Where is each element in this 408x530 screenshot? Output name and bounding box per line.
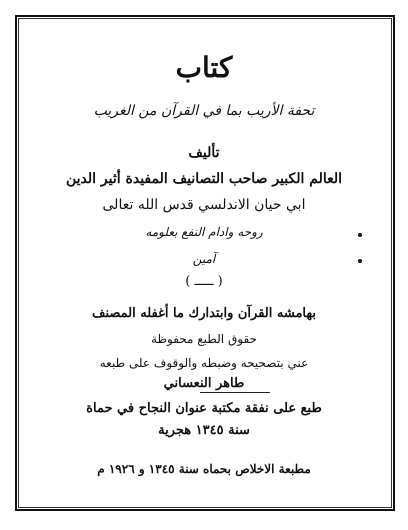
book-name: تحفة الأريب بما في القرآن من الغريب [93,103,315,119]
divider-rule [200,392,270,393]
prayer-line: روحه وادام النفع بعلومه [145,225,263,239]
book-title-word: كتاب [175,51,233,84]
amen-line: آمين [192,252,216,266]
ornament: ( ـــــ ) [185,274,223,289]
authorship-label: تأليف [188,145,220,161]
publication-year: سنة ١٣٤٥ هجرية [158,423,250,438]
margin-dot [358,233,362,237]
publisher-line: طبع على نفقة مكتبة عنوان النجاح في حماة [86,401,322,416]
margin-dot [358,259,362,263]
author-line-1: العالم الكبير صاحب التصانيف المفيدة أثير الدين [65,171,343,187]
margin-note-line: بهامشه القرآن وابتدارك ما أغفله المصنف [92,306,316,321]
press-line: مطبعة الاخلاص بحماه سنة ١٣٤٥ و ١٩٢٦ م [97,462,311,476]
author-line-2: ابي حيان الاندلسي قدس الله تعالى [102,197,306,213]
rights-reserved: حقوق الطبع محفوظة [151,332,257,346]
proofer-name: طاهر النعساني [163,376,245,391]
proofing-line: عني بتصحيحه وضبطه والوقوف على طبعه [99,356,309,370]
